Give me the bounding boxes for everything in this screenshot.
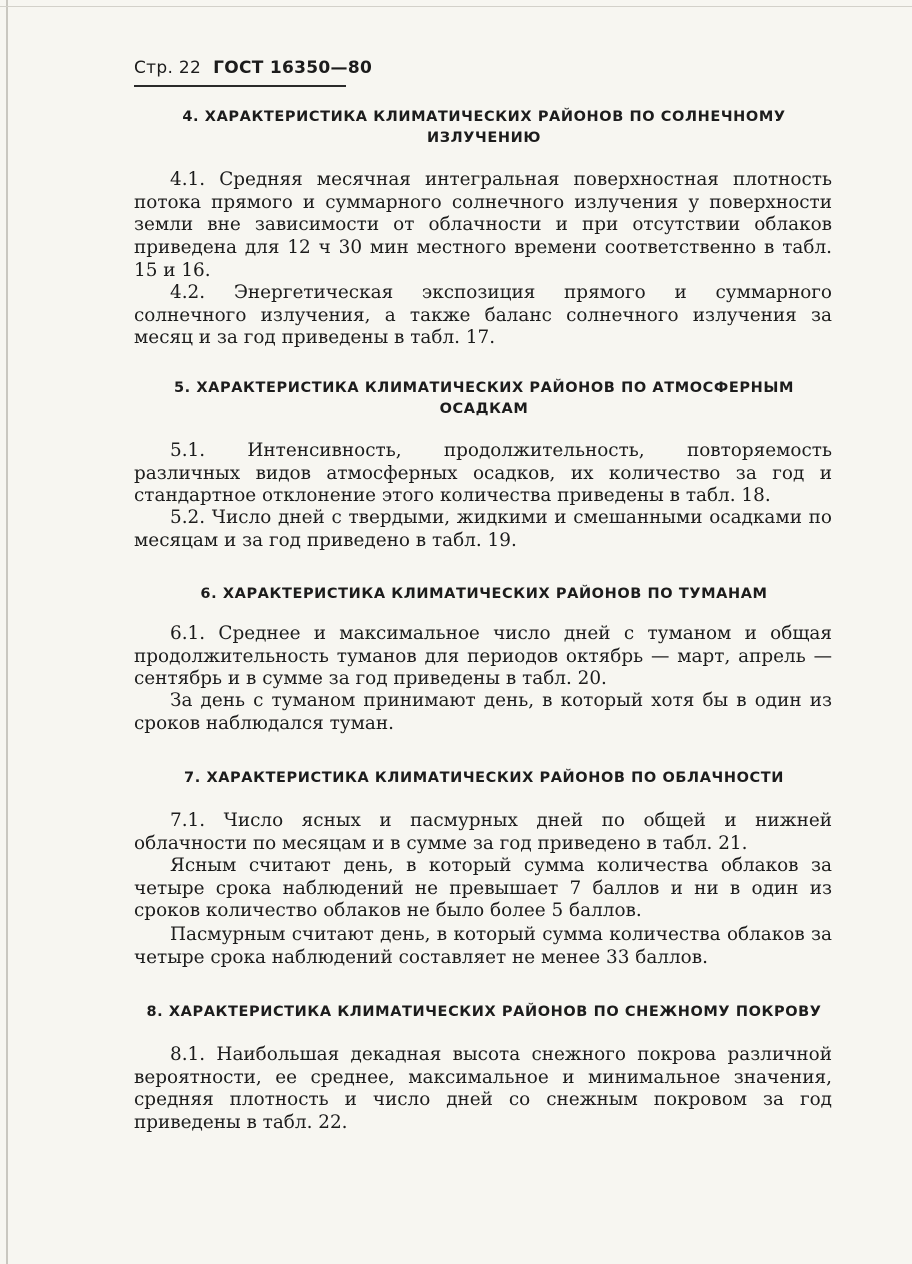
paragraph-6-1: 6.1. Среднее и максимальное число дней с туманом и общая продолжительность туманов для периодов октябрь — март, апрель — сентябрь и в сумме за год приведены в табл. 20. <box>134 623 832 690</box>
paragraph-4-1: 4.1. Средняя месячная интегральная поверхностная плотность потока прямого и суммарного солнечного излучения у поверхности земли вне зависимости от облачности и при отсутствии облаков приведена для 12 ч 30 мин местного времени соответственно в табл. 15 и 16. <box>134 169 832 281</box>
scan-left-edge <box>6 0 8 1264</box>
paragraph-8-1: 8.1. Наибольшая декадная высота снежного покрова различной вероятности, ее среднее, максимальное и минимальное значения, средняя плотность и число дней со снежным покровом за год приведены в табл. 22. <box>134 1044 832 1134</box>
standard-code: ГОСТ 16350—80 <box>213 58 373 78</box>
section-7-heading: 7. ХАРАКТЕРИСТИКА КЛИМАТИЧЕСКИХ РАЙОНОВ ПО ОБЛАЧНОСТИ <box>184 770 784 786</box>
page-number: Стр. 22 <box>134 58 202 78</box>
paragraph-6-note: За день с туманом принимают день, в который хотя бы в один из сроков наблюдался туман. <box>134 690 832 734</box>
paragraph-4-2: 4.2. Энергетическая экспозиция прямого и суммарного солнечного излучения, а также баланс солнечного излучения за месяц и за год приведены в табл. 17. <box>134 282 832 349</box>
paragraph-7-clear-day: Ясным считают день, в который сумма количества облаков за четыре срока наблюдений не превышает 7 баллов и ни в один из сроков количество облаков не было более 5 баллов. <box>134 855 832 922</box>
section-6-heading: 6. ХАРАКТЕРИСТИКА КЛИМАТИЧЕСКИХ РАЙОНОВ ПО ТУМАНАМ <box>200 586 768 602</box>
header-rule <box>134 85 346 87</box>
page-header <box>134 58 372 78</box>
paragraph-5-1: 5.1. Интенсивность, продолжительность, повторяемость различных видов атмосферных осадков, их количество за год и стандартное отклонение этого количества приведены в табл. 18. <box>134 440 832 507</box>
section-5-heading: 5. ХАРАКТЕРИСТИКА КЛИМАТИЧЕСКИХ РАЙОНОВ ПО АТМОСФЕРНЫМ ОСАДКАМ <box>173 380 795 417</box>
section-4-heading: 4. ХАРАКТЕРИСТИКА КЛИМАТИЧЕСКИХ РАЙОНОВ ПО СОЛНЕЧНОМУ ИЗЛУЧЕНИЮ <box>182 109 786 146</box>
paragraph-7-overcast-day: Пасмурным считают день, в который сумма количества облаков за четыре срока наблюдений составляет не менее 33 баллов. <box>134 924 832 968</box>
paragraph-5-2: 5.2. Число дней с твердыми, жидкими и смешанными осадками по месяцам и за год приведено в табл. 19. <box>134 507 832 551</box>
paragraph-7-1: 7.1. Число ясных и пасмурных дней по общей и нижней облачности по месяцам и в сумме за год приведено в табл. 21. <box>134 810 832 854</box>
scan-top-edge <box>0 6 912 7</box>
section-8-heading: 8. ХАРАКТЕРИСТИКА КЛИМАТИЧЕСКИХ РАЙОНОВ ПО СНЕЖНОМУ ПОКРОВУ <box>146 1004 822 1020</box>
